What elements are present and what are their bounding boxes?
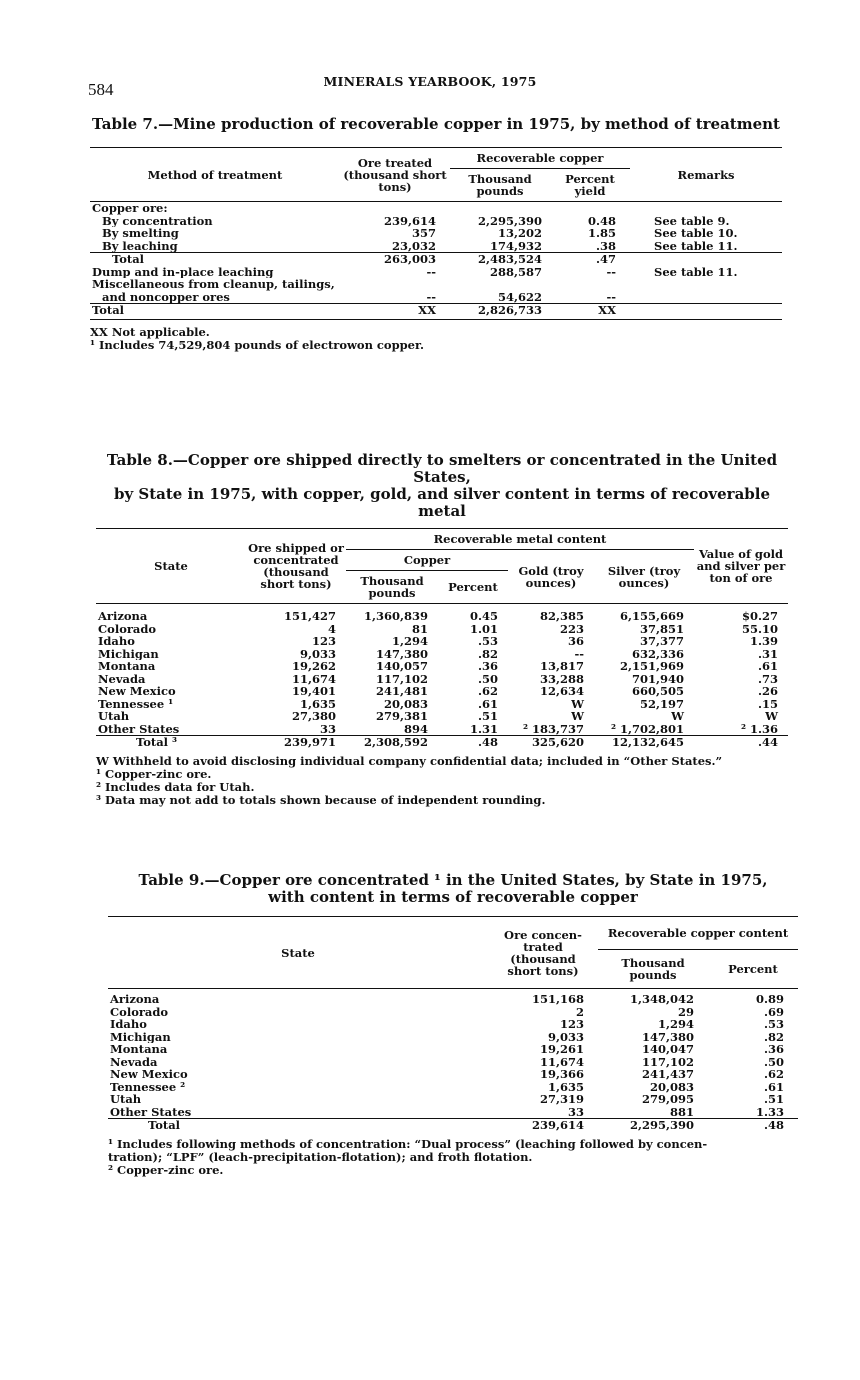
table-7-notes [90,326,782,352]
t9-note: ² Copper-zinc ore. [108,1162,224,1177]
t9-row [108,1093,798,1106]
t7-col-recoverable: Recoverable copper [450,148,630,169]
t9-note: ¹ Includes following methods of concentration: “Dual process” (leaching followed by concen- [108,1136,708,1151]
t7-note: ¹ Includes 74,529,804 pounds of electrowon copper. [90,337,425,352]
t8-cell-pct: .48 [438,736,508,749]
t9-row [108,1056,798,1069]
t7-cell-pct: XX [550,304,630,317]
t7-cell-method: Total [90,304,340,317]
table-7-title: Table 7.—Mine production of recoverable copper in 1975, by method of treatment [92,115,780,133]
t8-row [96,660,788,673]
t7-cell-method: Total [90,253,340,266]
t8-cell-gold: 223 [559,622,584,635]
t7-cell-remarks: See table 10. [654,227,738,240]
t9-cell-pounds: 2,295,390 [598,1119,708,1132]
t7-cell-pct: .47 [550,253,630,266]
t8-cell-pounds: 241,481 [375,685,428,698]
table-8-title-line2: by State in 1975, with copper, gold, and silver content in terms of recoverable metal [113,485,771,520]
t8-cell-silver: 37,377 [639,635,684,648]
t7-cell-remarks: See table 11. [654,239,738,253]
t8-cell-gold: 33,288 [539,672,584,685]
t7-row [90,304,782,317]
t8-cell-silver: 632,336 [631,647,684,660]
table-9-title-line2: with content in terms of recoverable copper [268,888,638,906]
t7-cell-ore [340,278,450,291]
t9-row [108,1068,798,1081]
t7-cell-pct: -- [606,265,617,278]
t8-cell-gold: W [571,710,584,723]
t7-cell-remarks [630,202,782,215]
t7-cell-method: Miscellaneous from cleanup, tailings, [92,278,335,291]
t8-cell-state: Montana [98,660,156,673]
t7-cell-remarks [630,278,782,291]
t8-cell-ore: 4 [327,622,336,635]
table-8-title-line1: Table 8.—Copper ore shipped directly to smelters or concentrated in the United States, [106,451,778,486]
t7-cell-pounds: 54,622 [497,290,542,304]
t8-cell-pounds: 140,057 [375,660,428,673]
t8-cell-pounds: 20,083 [383,697,428,710]
t8-cell-ore: 239,971 [246,736,346,749]
t8-row [96,673,788,686]
t8-cell-pounds: 279,381 [375,710,428,723]
t7-cell-ore: XX [340,304,450,317]
t8-cell-pct: .51 [477,710,498,723]
t8-note: W Withheld to avoid disclosing individual company confidential data; included in “Other States.” [96,753,723,768]
t8-row [96,610,788,623]
t8-cell-gold: ² 183,737 [522,722,584,736]
t9-cell-state: Total [108,1119,488,1132]
t7-cell-pounds: 288,587 [489,265,542,278]
table-7-grid [90,148,782,317]
t7-cell-method: Dump and in-place leaching [92,265,274,278]
t9-note: tration); “LPF” (leach-precipitation-flotation); and froth flotation. [108,1149,533,1164]
t9-cell-ore: 2 [575,1005,584,1018]
t8-col-thousand: Thousand pounds [360,574,424,600]
t8-cell-pct: .53 [477,635,498,648]
t8-cell-value: 55.10 [741,622,778,635]
t9-cell-pounds: 279,095 [641,1093,694,1106]
t8-note: ³ Data may not add to totals shown because of independent rounding. [96,792,546,807]
t9-cell-pounds: 29 [677,1005,694,1018]
t7-cell-pounds: 2,483,524 [450,253,550,266]
t9-col-percent: Percent [728,962,778,976]
t9-cell-ore: 19,261 [539,1043,584,1056]
t7-cell-remarks [630,253,782,266]
t8-cell-gold: -- [574,647,584,660]
t9-cell-state: Arizona [110,993,160,1006]
t8-cell-state: Tennessee ¹ [98,697,174,710]
t8-cell-pounds: 1,360,839 [363,610,428,623]
t8-cell-state: Other States [98,722,180,736]
t8-cell-ore: 151,427 [283,610,336,623]
t8-cell-ore: 19,262 [291,660,336,673]
t9-cell-pct: 0.89 [756,993,785,1006]
t7-cell-pct [550,278,630,291]
t8-cell-gold: W [571,697,584,710]
t7-row [90,215,782,228]
t7-cell-method: By leaching [102,239,178,253]
t9-row [108,1106,798,1119]
running-head: MINERALS YEARBOOK, 1975 [323,74,537,89]
t9-col-ore: Ore concen- trated (thousand short tons) [504,927,582,978]
t8-cell-ore: 11,674 [291,672,336,685]
table-8-notes [96,755,788,807]
table-8 [96,452,788,807]
t9-cell-pounds: 140,047 [641,1043,694,1056]
t8-cell-silver: 37,851 [639,622,684,635]
t9-cell-ore: 151,168 [531,993,584,1006]
t9-cell-ore: 1,635 [547,1080,584,1093]
t7-cell-ore [340,202,450,215]
t8-note: ² Includes data for Utah. [96,779,255,794]
t7-row [90,291,782,304]
t8-cell-pct: .62 [477,685,498,698]
t9-cell-pct: 1.33 [756,1105,785,1119]
t7-col-remarks: Remarks [677,167,735,182]
t9-col-thousand: Thousand pounds [621,956,685,982]
t9-cell-pct: .48 [708,1119,798,1132]
t9-cell-pounds: 241,437 [641,1068,694,1081]
t9-cell-ore: 33 [567,1105,584,1119]
t8-cell-state: Colorado [98,622,157,635]
t9-cell-ore: 123 [559,1018,584,1031]
t7-cell-pounds: 13,202 [497,227,542,240]
t8-cell-value: 1.39 [749,635,778,648]
t9-cell-pct: .69 [764,1005,785,1018]
t9-col-recoverable: Recoverable copper content [598,917,798,950]
t9-cell-state: Tennessee ² [110,1080,186,1093]
t8-cell-state: Total ³ [96,736,246,749]
t7-cell-pounds [450,278,550,291]
t8-cell-value: W [765,710,778,723]
t8-cell-ore: 9,033 [299,647,336,660]
t8-cell-value: ² 1.36 [740,722,778,736]
t9-cell-pounds: 117,102 [641,1055,694,1068]
t9-cell-pct: .50 [764,1055,785,1068]
t7-cell-method: and noncopper ores [102,290,230,304]
t8-cell-pounds: 117,102 [375,672,428,685]
table-9 [108,872,798,1177]
t9-row [108,1119,798,1132]
t8-col-ore: Ore shipped or concentrated (thousand short tons) [248,541,344,591]
t7-row [90,202,782,215]
t9-cell-state: Michigan [110,1030,171,1043]
t9-cell-pct: .61 [764,1080,785,1093]
t9-cell-pounds: 881 [669,1105,694,1119]
t8-cell-pounds: 1,294 [391,635,428,648]
t9-cell-ore: 19,366 [539,1068,584,1081]
t7-cell-pct: -- [606,290,617,304]
t8-note: ¹ Copper-zinc ore. [96,766,212,781]
t8-cell-silver: 52,197 [639,697,684,710]
t9-row [108,993,798,1006]
t9-cell-ore: 239,614 [488,1119,598,1132]
t7-cell-ore: 357 [411,227,436,240]
t8-cell-gold: 36 [567,635,584,648]
t8-cell-pct: 1.01 [469,622,498,635]
t7-cell-pct: .38 [596,239,617,253]
t8-cell-state: Utah [98,710,130,723]
t8-cell-silver: 2,151,969 [619,660,684,673]
table-8-grid [96,529,788,749]
t8-cell-state: Idaho [98,635,135,648]
t7-cell-pounds: 2,826,733 [450,304,550,317]
t8-row [96,635,788,648]
t7-cell-pct [550,202,630,215]
t7-cell-remarks: See table 9. [654,214,730,227]
t9-row [108,1031,798,1044]
t8-cell-state: Michigan [98,647,159,660]
t8-col-state: State [154,559,188,573]
t7-cell-remarks [630,304,782,317]
t7-cell-pct: 1.85 [588,227,617,240]
table-9-notes [108,1138,798,1177]
t8-cell-gold: 12,634 [539,685,584,698]
t7-col-thousand: Thousand pounds [468,172,532,198]
t7-cell-ore: 239,614 [383,214,436,227]
t8-row [96,648,788,661]
t8-cell-pct: .50 [477,672,498,685]
t9-row [108,1081,798,1094]
t7-cell-method: By concentration [102,214,213,227]
t8-cell-pct: 0.45 [469,610,498,623]
t7-cell-ore: -- [426,290,436,304]
t9-cell-ore: 11,674 [539,1055,584,1068]
t9-cell-state: Idaho [110,1018,147,1031]
t7-row [90,240,782,253]
t7-row [90,227,782,240]
t9-cell-pct: .62 [764,1068,785,1081]
t9-cell-state: Other States [110,1105,192,1119]
t7-note: XX Not applicable. [90,324,210,339]
t8-cell-value: $0.27 [741,610,778,623]
t7-col-percent: Percent yield [565,172,615,198]
t9-cell-pct: .53 [764,1018,785,1031]
t7-cell-pounds: 2,295,390 [477,214,542,227]
table-9-grid [108,917,798,1132]
t8-cell-silver: 660,505 [631,685,684,698]
t7-cell-ore: 23,032 [391,239,436,253]
t9-row [108,1018,798,1031]
t8-cell-value: .44 [694,736,788,749]
t9-cell-pct: .82 [764,1030,785,1043]
t7-col-method: Method of treatment [147,167,283,182]
page-number: 584 [88,80,114,99]
t8-col-percent: Percent [448,580,498,594]
t8-cell-silver: 6,155,669 [619,610,684,623]
t9-cell-state: Utah [110,1093,142,1106]
t9-row [108,1006,798,1019]
t8-cell-ore: 123 [311,635,336,648]
t8-cell-value: .31 [757,647,778,660]
t8-cell-pounds: 2,308,592 [346,736,438,749]
t8-cell-value: .73 [757,672,778,685]
t8-cell-gold: 82,385 [539,610,584,623]
t8-cell-state: New Mexico [98,685,176,698]
t9-row [108,1043,798,1056]
t8-cell-value: .26 [757,685,778,698]
t9-cell-ore: 9,033 [547,1030,584,1043]
t8-cell-ore: 33 [319,722,336,736]
t8-row [96,723,788,736]
t7-cell-remarks: See table 11. [654,265,738,278]
t8-cell-gold: 13,817 [539,660,584,673]
t8-cell-pounds: 81 [411,622,428,635]
t8-cell-pct: 1.31 [469,722,498,736]
t8-cell-pounds: 894 [403,722,428,736]
t8-cell-pct: .82 [477,647,498,660]
t9-cell-state: Montana [110,1043,168,1056]
t9-cell-state: Colorado [110,1005,169,1018]
t7-row [90,253,782,266]
t8-cell-silver: 12,132,645 [594,736,694,749]
t8-cell-pounds: 147,380 [375,647,428,660]
t7-cell-method: Copper ore: [92,201,168,215]
t7-cell-ore: -- [426,265,436,278]
t8-cell-silver: 701,940 [631,672,684,685]
t8-cell-silver: ² 1,702,801 [610,722,684,736]
t8-cell-ore: 19,401 [291,685,336,698]
t8-cell-silver: W [671,710,684,723]
t8-cell-ore: 1,635 [299,697,336,710]
t8-row [96,623,788,636]
t7-cell-remarks [630,291,782,304]
t7-col-ore: Ore treated (thousand short tons) [343,155,447,194]
t8-cell-value: .15 [757,697,778,710]
table-9-title-line1: Table 9.—Copper ore concentrated ¹ in the United States, by State in 1975, [138,871,768,889]
t9-cell-state: New Mexico [110,1068,188,1081]
t9-col-state: State [281,945,315,960]
t8-cell-state: Arizona [98,610,148,623]
t8-cell-value: .61 [757,660,778,673]
t8-row [96,685,788,698]
t8-cell-gold: 325,620 [508,736,594,749]
t9-cell-pct: .36 [764,1043,785,1056]
t8-row [96,698,788,711]
t8-cell-pct: .36 [477,660,498,673]
t7-row [90,278,782,291]
t7-cell-method: By smelting [102,227,179,240]
t8-cell-ore: 27,380 [291,710,336,723]
t9-cell-pounds: 147,380 [641,1030,694,1043]
t9-cell-pct: .51 [764,1093,785,1106]
t9-cell-state: Nevada [110,1055,158,1068]
t8-col-gold: Gold (troy ounces) [518,563,584,590]
t8-cell-pct: .61 [477,697,498,710]
t8-col-value: Value of gold and silver per ton of ore [696,547,786,585]
t7-cell-pct: 0.48 [588,214,617,227]
t7-cell-pounds [450,202,550,215]
t8-col-copper: Copper [346,550,508,571]
t7-cell-pounds: 174,932 [489,239,542,253]
t7-cell-ore: 263,003 [340,253,450,266]
t9-cell-pounds: 1,294 [657,1018,694,1031]
t9-cell-pounds: 20,083 [649,1080,694,1093]
t8-row [96,736,788,749]
t9-cell-ore: 27,319 [539,1093,584,1106]
t8-col-silver: Silver (troy ounces) [607,563,681,590]
t8-cell-state: Nevada [98,672,146,685]
t9-cell-pounds: 1,348,042 [629,993,694,1006]
t8-col-recoverable: Recoverable metal content [346,529,694,550]
table-7 [90,116,782,352]
t7-row [90,266,782,279]
t8-row [96,710,788,723]
